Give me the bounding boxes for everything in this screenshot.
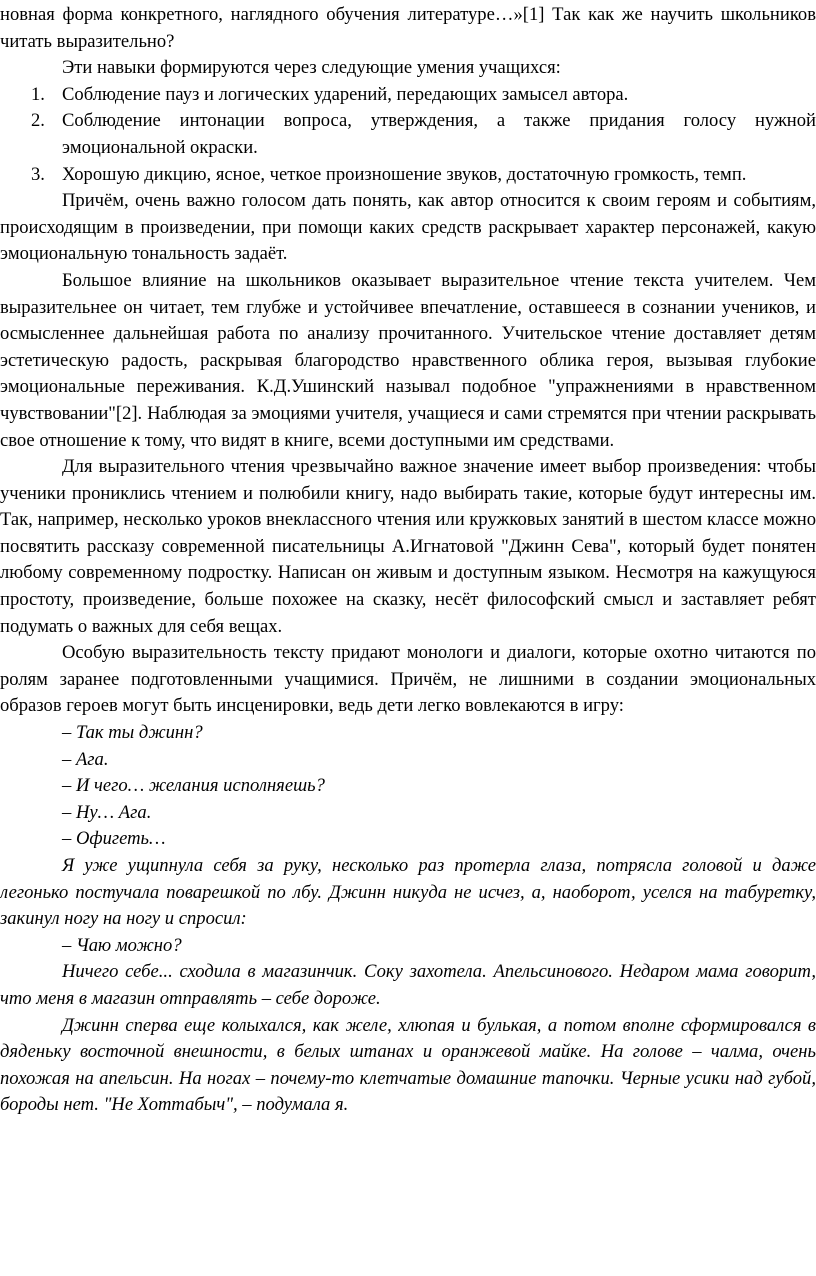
dialogue-line: – Так ты джинн? xyxy=(62,722,203,744)
quote-paragraph: Джинн сперва еще колыхался, как желе, хлюпая и булькая, а потом вполне сформировался в дяденьку восточной внешности, в белых штанах и оранжевой майке. На голове – чалма, очень похожая на апельсин. На ногах – почему-то клетчатые домашние тапочки. Черные усики над губой, бороды нет. "Не Хоттабыч", – подумала я. xyxy=(0,1014,816,1116)
list-number: 3. xyxy=(31,163,45,185)
paragraph-dialogues: Особую выразительность тексту придают монологи и диалоги, которые охотно читаются по ролям заранее подготовленными учащимися. Причём, не лишними в создании эмоциональных образов героев могут быть инсценировки, ведь дети легко вовлекаются в игру: xyxy=(0,642,816,717)
list-number: 1. xyxy=(31,83,45,105)
list-item-text: Хорошую дикцию, ясное, четкое произношение звуков, достаточную громкость, темп. xyxy=(62,163,747,185)
list-item xyxy=(0,82,816,109)
list-item xyxy=(0,108,816,161)
paragraph-work-choice: Для выразительного чтения чрезвычайно важное значение имеет выбор произведения: чтобы ученики прониклись чтением и полюбили книгу, надо выбирать такие, которые будут интересны им. Так, например, несколько уроков внеклассного чтения или кружковых занятий в шестом классе можно посвятить рассказу современной писательницы А.Игнатовой "Джинн Сева", который будет понятен любому современному подростку. Написан он живым и доступным языком. Несмотря на кажущуюся простоту, произведение, больше похожее на сказку, несёт философский смысл и заставляет ребят подумать о важных для себя вещах. xyxy=(0,456,816,637)
dialogue-line: – Ага. xyxy=(62,748,109,770)
paragraph-skills-lead: Эти навыки формируются через следующие умения учащихся: xyxy=(62,57,561,79)
paragraph-teacher-reading: Большое влияние на школьников оказывает выразительное чтение текста учителем. Чем выразительнее он читает, тем глубже и устойчивее впечатление, оставшееся в сознании учеников, и осмысленнее дальнейшая работа по анализу прочитанного. Учительское чтение доставляет детям эстетическую радость, раскрывая благородство нравственного облика героя, вызывая глубокие эмоциональные переживания. К.Д.Ушинский называл подобное "упражнениями в нравственном чувствовании"[2]. Наблюдая за эмоциями учителя, учащиеся и сами стремятся при чтении раскрывать свое отношение к тому, что видят в книге, всеми доступными им средствами. xyxy=(0,269,816,451)
quote-dialogue-line: – Чаю можно? xyxy=(62,934,182,956)
list-item xyxy=(0,162,816,189)
document-page xyxy=(0,2,816,1119)
list-item-text: Соблюдение интонации вопроса, утверждения, а также придания голосу нужной эмоциональной окраски. xyxy=(62,110,816,158)
dialogue-line: – Ну… Ага. xyxy=(62,801,152,823)
quote-paragraph: Ничего себе... сходила в магазинчик. Соку захотела. Апельсинового. Недаром мама говорит, что меня в магазин отправлять – себе дороже. xyxy=(0,961,816,1009)
skills-list xyxy=(0,82,816,188)
list-number: 2. xyxy=(31,110,45,132)
paragraph-intro: новная форма конкретного, наглядного обучения литературе…»[1] Так как же научить школьников читать выразительно? xyxy=(0,4,816,52)
list-item-text: Соблюдение пауз и логических ударений, передающих замысел автора. xyxy=(62,83,629,105)
dialogue-line: – И чего… желания исполняешь? xyxy=(62,775,325,797)
dialogue-line: – Офигеть… xyxy=(62,828,166,850)
paragraph-author-attitude: Причём, очень важно голосом дать понять, как автор относится к своим героям и событиям, происходящим в произведении, при помощи каких средств раскрывает характер персонажей, какую эмоциональную тональность задаёт. xyxy=(0,190,816,265)
quote-paragraph: Я уже ущипнула себя за руку, несколько раз протерла глаза, потрясла головой и даже легонько постучала поварешкой по лбу. Джинн никуда не исчез, а, наоборот, уселся на табуретку, закинул ногу на ногу и спросил: xyxy=(0,855,816,930)
